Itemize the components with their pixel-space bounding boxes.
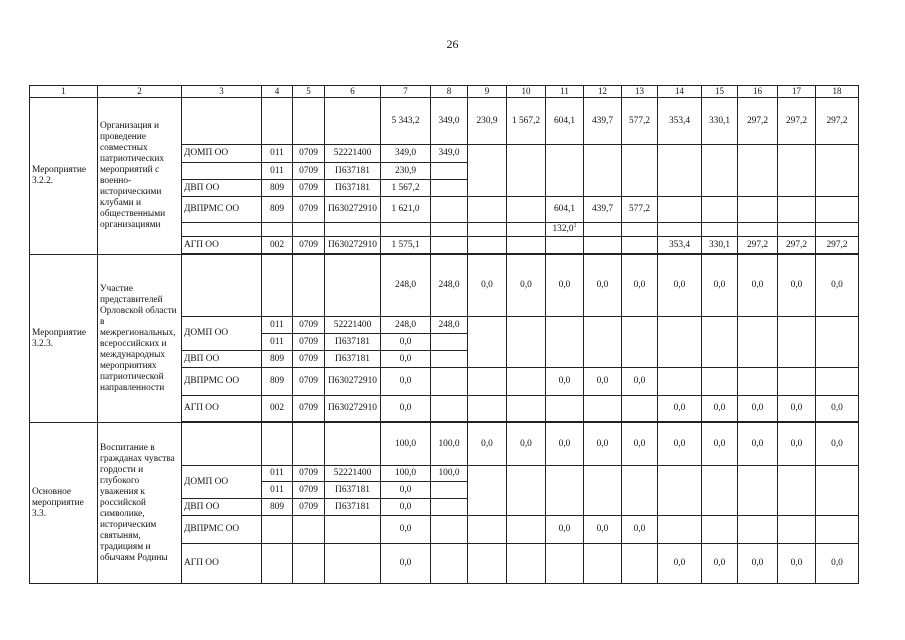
code-cell: 011 bbox=[262, 334, 293, 351]
code-cell: 52221400 bbox=[325, 466, 381, 482]
code-cell bbox=[293, 255, 325, 317]
code-cell: 52221400 bbox=[325, 145, 381, 163]
value-cell: 1 567,2 bbox=[381, 180, 431, 197]
value-cell: 0,0 bbox=[816, 396, 859, 422]
empty-cell bbox=[816, 466, 859, 516]
value-cell bbox=[431, 334, 468, 351]
empty-cell bbox=[738, 466, 778, 516]
measure-name: Основное мероприятие 3.3. bbox=[30, 423, 98, 584]
value-cell bbox=[816, 516, 859, 544]
value-cell bbox=[431, 368, 468, 396]
value-cell: 0,0 bbox=[546, 368, 584, 396]
value-cell: 248,0 bbox=[431, 317, 468, 334]
value-cell bbox=[431, 499, 468, 516]
header-cell: 7 bbox=[381, 86, 431, 98]
empty-cell bbox=[738, 145, 778, 197]
value-cell bbox=[431, 223, 468, 237]
code-cell bbox=[325, 423, 381, 466]
value-cell: 297,2 bbox=[816, 237, 859, 254]
value-cell: 604,1 bbox=[546, 197, 584, 223]
total-value: 577,2 bbox=[622, 98, 658, 145]
header-cell: 16 bbox=[738, 86, 778, 98]
code-cell: 0709 bbox=[293, 145, 325, 163]
code-cell: 011 bbox=[262, 466, 293, 482]
empty-cell bbox=[622, 145, 658, 197]
empty-cell bbox=[778, 145, 816, 197]
value-cell bbox=[584, 237, 622, 254]
value-cell bbox=[778, 368, 816, 396]
code-cell: П637181 bbox=[325, 351, 381, 368]
value-cell bbox=[546, 544, 584, 584]
empty-cell bbox=[816, 317, 859, 368]
measure-description: Организация и проведение совместных патриотических мероприятий с военно-историческими клубами и общественными организациями bbox=[98, 98, 182, 255]
value-cell bbox=[778, 223, 816, 237]
value-cell: 0,0 bbox=[778, 396, 816, 422]
value-cell: 1 575,1 bbox=[381, 237, 431, 254]
executor-cell: ДВП ОО bbox=[182, 499, 262, 516]
value-cell: 0,0 bbox=[584, 516, 622, 544]
empty-cell bbox=[546, 317, 584, 368]
total-value: 0,0 bbox=[546, 255, 584, 317]
code-cell: П637181 bbox=[325, 482, 381, 499]
value-cell bbox=[468, 396, 507, 422]
code-cell bbox=[293, 223, 325, 237]
total-value: 100,0 bbox=[431, 423, 468, 466]
executor-cell: ДОМП ОО bbox=[182, 466, 262, 499]
total-value: 439,7 bbox=[584, 98, 622, 145]
measure-description: Воспитание в гражданах чувства гордости и глубокого уважения к российской символике, историческим святыням, традициям и обычаям Родины bbox=[98, 423, 182, 584]
code-cell: 0709 bbox=[293, 180, 325, 197]
value-cell bbox=[431, 482, 468, 499]
empty-cell bbox=[622, 317, 658, 368]
code-cell: 011 bbox=[262, 163, 293, 180]
executor-cell bbox=[182, 423, 262, 466]
executor-cell: ДВПРМС ОО bbox=[182, 516, 262, 544]
header-cell: 15 bbox=[702, 86, 738, 98]
value-cell: 0,0 bbox=[381, 396, 431, 422]
measure-name: Мероприятие 3.2.3. bbox=[30, 255, 98, 423]
total-value: 100,0 bbox=[381, 423, 431, 466]
value-cell: 297,2 bbox=[738, 237, 778, 254]
header-cell: 8 bbox=[431, 86, 468, 98]
empty-cell bbox=[622, 466, 658, 516]
header-cell: 11 bbox=[546, 86, 584, 98]
header-cell: 6 bbox=[325, 86, 381, 98]
total-value: 0,0 bbox=[622, 255, 658, 317]
total-value: 0,0 bbox=[622, 423, 658, 466]
value-cell: 0,0 bbox=[546, 516, 584, 544]
value-cell: 0,0 bbox=[778, 544, 816, 584]
value-cell bbox=[584, 223, 622, 237]
value-cell bbox=[702, 516, 738, 544]
code-cell bbox=[325, 223, 381, 237]
value-cell bbox=[431, 163, 468, 180]
code-cell: П637181 bbox=[325, 499, 381, 516]
empty-cell bbox=[702, 317, 738, 368]
value-cell: 577,2 bbox=[622, 197, 658, 223]
value-cell bbox=[702, 223, 738, 237]
empty-cell bbox=[468, 145, 507, 197]
value-cell bbox=[546, 396, 584, 422]
code-cell: 809 bbox=[262, 499, 293, 516]
empty-cell bbox=[507, 145, 546, 197]
value-cell: 0,0 bbox=[738, 396, 778, 422]
total-value: 297,2 bbox=[738, 98, 778, 145]
value-cell bbox=[431, 351, 468, 368]
total-value: 0,0 bbox=[468, 423, 507, 466]
value-cell bbox=[778, 197, 816, 223]
code-cell: 002 bbox=[262, 237, 293, 254]
total-value: 1 567,2 bbox=[507, 98, 546, 145]
value-cell: 0,0 bbox=[622, 516, 658, 544]
code-cell: 0709 bbox=[293, 368, 325, 396]
empty-cell bbox=[658, 145, 702, 197]
code-cell bbox=[325, 544, 381, 584]
empty-cell bbox=[468, 466, 507, 516]
total-value: 0,0 bbox=[778, 255, 816, 317]
code-cell: 809 bbox=[262, 351, 293, 368]
value-cell: 0,0 bbox=[381, 482, 431, 499]
total-value: 604,1 bbox=[546, 98, 584, 145]
total-value: 0,0 bbox=[507, 423, 546, 466]
value-cell bbox=[468, 197, 507, 223]
empty-cell bbox=[584, 317, 622, 368]
budget-table bbox=[29, 85, 859, 584]
code-cell bbox=[262, 516, 293, 544]
value-cell: 349,0 bbox=[381, 145, 431, 163]
value-cell bbox=[468, 516, 507, 544]
value-cell bbox=[738, 197, 778, 223]
executor-cell bbox=[182, 223, 262, 237]
value-cell: 0,0 bbox=[622, 368, 658, 396]
value-cell bbox=[381, 223, 431, 237]
value-cell bbox=[778, 516, 816, 544]
value-cell bbox=[507, 223, 546, 237]
code-cell: 0709 bbox=[293, 499, 325, 516]
value-cell: 0,0 bbox=[381, 544, 431, 584]
code-cell: 0709 bbox=[293, 317, 325, 334]
executor-cell bbox=[182, 98, 262, 145]
total-value: 330,1 bbox=[702, 98, 738, 145]
total-value: 349,0 bbox=[431, 98, 468, 145]
total-value: 0,0 bbox=[658, 423, 702, 466]
value-cell: 349,0 bbox=[431, 145, 468, 163]
code-cell: 0709 bbox=[293, 334, 325, 351]
total-value: 353,4 bbox=[658, 98, 702, 145]
code-cell bbox=[293, 98, 325, 145]
code-cell: 011 bbox=[262, 145, 293, 163]
empty-cell bbox=[507, 317, 546, 368]
code-cell: 011 bbox=[262, 317, 293, 334]
measure-description: Участие представителей Орловской области в межрегиональных, всероссийских и международных мероприятиях патриотической направленности bbox=[98, 255, 182, 423]
code-cell bbox=[293, 423, 325, 466]
executor-cell: АГП ОО bbox=[182, 396, 262, 422]
value-cell bbox=[738, 516, 778, 544]
code-cell: 0709 bbox=[293, 163, 325, 180]
code-cell: 011 bbox=[262, 482, 293, 499]
value-cell bbox=[507, 396, 546, 422]
executor-cell: ДВПРМС ОО bbox=[182, 197, 262, 223]
value-cell: 0,0 bbox=[381, 499, 431, 516]
code-cell: 002 bbox=[262, 396, 293, 422]
value-cell bbox=[431, 197, 468, 223]
value-cell: 0,0 bbox=[658, 396, 702, 422]
value-cell bbox=[507, 368, 546, 396]
total-value: 0,0 bbox=[546, 423, 584, 466]
code-cell: 0709 bbox=[293, 466, 325, 482]
code-cell: 809 bbox=[262, 368, 293, 396]
total-value: 0,0 bbox=[584, 255, 622, 317]
code-cell bbox=[325, 255, 381, 317]
value-cell: 0,0 bbox=[702, 544, 738, 584]
total-value: 0,0 bbox=[738, 255, 778, 317]
executor-cell: ДОМП ОО bbox=[182, 145, 262, 163]
total-value: 297,2 bbox=[778, 98, 816, 145]
value-cell: 100,0 bbox=[431, 466, 468, 482]
total-value: 0,0 bbox=[738, 423, 778, 466]
code-cell bbox=[262, 255, 293, 317]
code-cell: 0709 bbox=[293, 396, 325, 422]
value-cell bbox=[507, 544, 546, 584]
code-cell bbox=[262, 223, 293, 237]
executor-cell: ДВП ОО bbox=[182, 180, 262, 197]
footnote-mark: 1 bbox=[573, 222, 577, 229]
value-cell: 0,0 bbox=[738, 544, 778, 584]
empty-cell bbox=[738, 317, 778, 368]
header-row bbox=[30, 86, 859, 98]
value-cell bbox=[584, 396, 622, 422]
value-cell: 248,0 bbox=[381, 317, 431, 334]
value-cell bbox=[702, 368, 738, 396]
code-cell bbox=[262, 423, 293, 466]
table-row bbox=[30, 98, 859, 145]
value-cell bbox=[622, 396, 658, 422]
executor-cell: АГП ОО bbox=[182, 237, 262, 254]
value-cell: 330,1 bbox=[702, 237, 738, 254]
value-cell: 100,0 bbox=[381, 466, 431, 482]
value-cell bbox=[658, 197, 702, 223]
executor-cell bbox=[182, 255, 262, 317]
total-value: 0,0 bbox=[816, 423, 859, 466]
header-cell: 10 bbox=[507, 86, 546, 98]
measure-name: Мероприятие 3.2.2. bbox=[30, 98, 98, 255]
empty-cell bbox=[702, 145, 738, 197]
value-cell: 439,7 bbox=[584, 197, 622, 223]
value-cell: 230,9 bbox=[381, 163, 431, 180]
value-cell bbox=[584, 544, 622, 584]
value-cell bbox=[816, 223, 859, 237]
code-cell: П630272910 bbox=[325, 237, 381, 254]
value-cell bbox=[738, 368, 778, 396]
header-cell: 5 bbox=[293, 86, 325, 98]
empty-cell bbox=[702, 466, 738, 516]
executor-cell bbox=[182, 163, 262, 180]
page-number: 26 bbox=[446, 37, 459, 51]
total-value: 0,0 bbox=[507, 255, 546, 317]
empty-cell bbox=[658, 317, 702, 368]
header-cell: 12 bbox=[584, 86, 622, 98]
value-cell bbox=[468, 237, 507, 254]
executor-cell: ДОМП ОО bbox=[182, 317, 262, 351]
value-cell bbox=[507, 197, 546, 223]
value-cell bbox=[468, 544, 507, 584]
header-cell: 4 bbox=[262, 86, 293, 98]
value-cell bbox=[702, 197, 738, 223]
value-cell bbox=[658, 516, 702, 544]
header-cell: 18 bbox=[816, 86, 859, 98]
code-cell bbox=[293, 516, 325, 544]
empty-cell bbox=[658, 466, 702, 516]
total-value: 297,2 bbox=[816, 98, 859, 145]
value-cell bbox=[658, 368, 702, 396]
value-cell bbox=[507, 516, 546, 544]
total-value: 0,0 bbox=[658, 255, 702, 317]
value-cell bbox=[431, 180, 468, 197]
value-cell bbox=[507, 237, 546, 254]
value-cell: 0,0 bbox=[381, 351, 431, 368]
code-cell: 0709 bbox=[293, 351, 325, 368]
empty-cell bbox=[468, 317, 507, 368]
empty-cell bbox=[584, 145, 622, 197]
total-value: 0,0 bbox=[778, 423, 816, 466]
total-value: 0,0 bbox=[816, 255, 859, 317]
value-cell: 0,0 bbox=[658, 544, 702, 584]
total-value: 0,0 bbox=[468, 255, 507, 317]
value-cell: 297,2 bbox=[778, 237, 816, 254]
code-cell: П637181 bbox=[325, 180, 381, 197]
code-cell bbox=[293, 544, 325, 584]
total-value: 0,0 bbox=[702, 255, 738, 317]
header-cell: 9 bbox=[468, 86, 507, 98]
value-cell bbox=[431, 516, 468, 544]
empty-cell bbox=[507, 466, 546, 516]
value-cell: 0,0 bbox=[584, 368, 622, 396]
header-cell: 13 bbox=[622, 86, 658, 98]
value-cell bbox=[816, 197, 859, 223]
header-cell: 1 bbox=[30, 86, 98, 98]
value-cell bbox=[738, 223, 778, 237]
code-cell: 809 bbox=[262, 180, 293, 197]
value-cell bbox=[622, 223, 658, 237]
executor-cell: ДВПРМС ОО bbox=[182, 368, 262, 396]
value-cell-footnoted: 132,0$^1$ bbox=[546, 223, 584, 237]
header-cell: 2 bbox=[98, 86, 182, 98]
empty-cell bbox=[584, 466, 622, 516]
code-cell: П637181 bbox=[325, 334, 381, 351]
total-value: 248,0 bbox=[431, 255, 468, 317]
code-cell: 809 bbox=[262, 197, 293, 223]
executor-cell: АГП ОО bbox=[182, 544, 262, 584]
empty-cell bbox=[546, 466, 584, 516]
value-cell bbox=[431, 396, 468, 422]
total-value: 0,0 bbox=[702, 423, 738, 466]
value-cell: 0,0 bbox=[381, 334, 431, 351]
table-row bbox=[30, 255, 859, 317]
code-cell: 0709 bbox=[293, 482, 325, 499]
empty-cell bbox=[546, 145, 584, 197]
code-cell: П630272910 bbox=[325, 368, 381, 396]
value-cell: 0,0 bbox=[816, 544, 859, 584]
value-cell bbox=[431, 544, 468, 584]
table-row bbox=[30, 423, 859, 466]
code-cell: 52221400 bbox=[325, 317, 381, 334]
total-value: 248,0 bbox=[381, 255, 431, 317]
value-cell: 0,0 bbox=[702, 396, 738, 422]
total-value: 5 343,2 bbox=[381, 98, 431, 145]
code-cell: 0709 bbox=[293, 237, 325, 254]
code-cell: П637181 bbox=[325, 163, 381, 180]
value-cell bbox=[816, 368, 859, 396]
empty-cell bbox=[778, 317, 816, 368]
value-cell: 0,0 bbox=[381, 516, 431, 544]
value-cell bbox=[431, 237, 468, 254]
empty-cell bbox=[778, 466, 816, 516]
value-cell bbox=[622, 544, 658, 584]
code-cell bbox=[262, 98, 293, 145]
code-cell: 0709 bbox=[293, 197, 325, 223]
value-cell: 353,4 bbox=[658, 237, 702, 254]
value-cell bbox=[468, 223, 507, 237]
value-cell bbox=[622, 237, 658, 254]
value-cell: 0,0 bbox=[381, 368, 431, 396]
empty-cell bbox=[816, 145, 859, 197]
value-cell bbox=[658, 223, 702, 237]
total-value: 0,0 bbox=[584, 423, 622, 466]
executor-cell: ДВП ОО bbox=[182, 351, 262, 368]
header-cell: 3 bbox=[182, 86, 262, 98]
value-cell: 1 621,0 bbox=[381, 197, 431, 223]
code-cell: П630272910 bbox=[325, 197, 381, 223]
header-cell: 14 bbox=[658, 86, 702, 98]
value-cell bbox=[468, 368, 507, 396]
total-value: 230,9 bbox=[468, 98, 507, 145]
code-cell bbox=[325, 516, 381, 544]
header-cell: 17 bbox=[778, 86, 816, 98]
code-cell bbox=[325, 98, 381, 145]
code-cell: П630272910 bbox=[325, 396, 381, 422]
code-cell bbox=[262, 544, 293, 584]
value-cell bbox=[546, 237, 584, 254]
